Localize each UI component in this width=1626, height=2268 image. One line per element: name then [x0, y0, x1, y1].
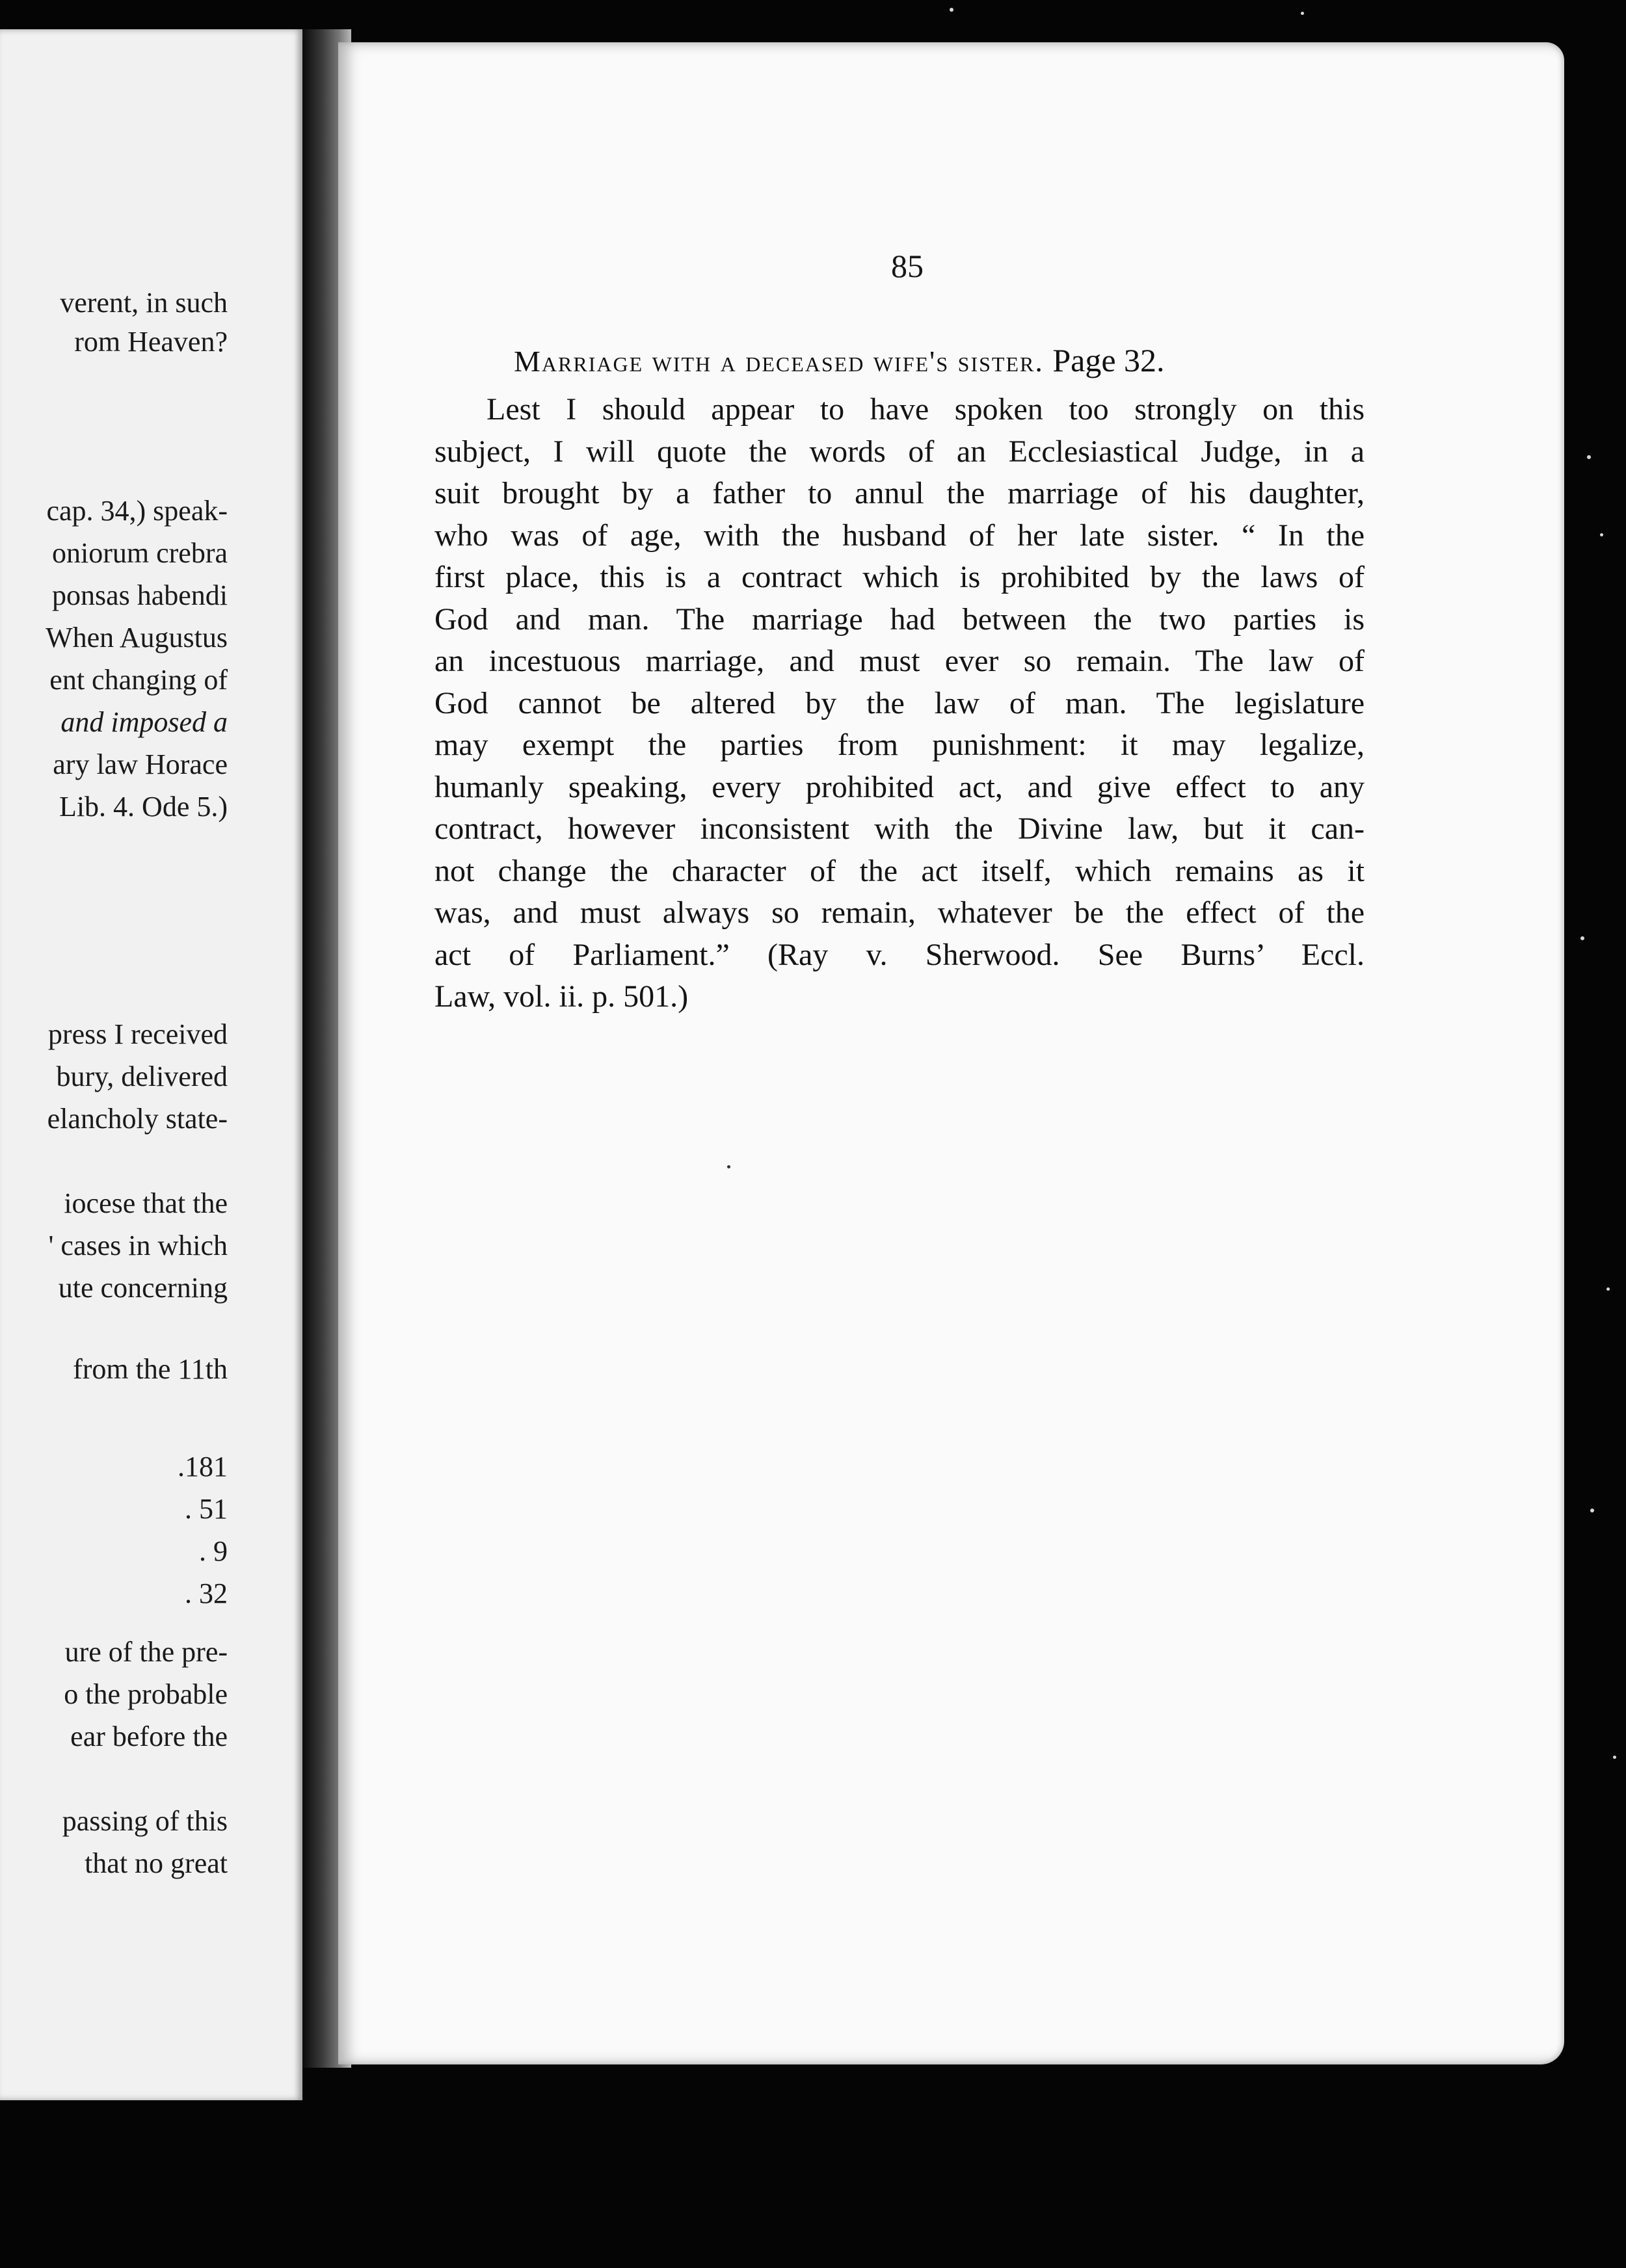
body-line: God cannot be altered by the law of man. The legislature	[434, 685, 1365, 720]
left-line: cap. 34,) speak-	[46, 495, 228, 527]
left-line: that no great	[85, 1847, 228, 1879]
left-line: Lib. 4. Ode 5.)	[59, 791, 228, 823]
body-line: God and man. The marriage had between the two parties is	[434, 601, 1365, 637]
left-line: ure of the pre-	[64, 1636, 228, 1668]
left-line: .181	[178, 1451, 228, 1483]
body-line: who was of age, with the husband of her late sister. “ In the	[434, 518, 1365, 553]
ink-speck	[727, 1165, 730, 1168]
body-line: act of Parliament.” (Ray v. Sherwood. See Burns’ Eccl.	[434, 937, 1365, 972]
scan-speck	[1613, 1756, 1616, 1759]
left-line: ponsas habendi	[51, 579, 228, 611]
left-line: o the probable	[64, 1678, 228, 1710]
body-line: Law, vol. ii. p. 501.)	[434, 979, 689, 1014]
body-line: subject, I will quote the words of an Ecclesiastical Judge, in a	[434, 434, 1365, 469]
left-line: bury, delivered	[56, 1061, 228, 1092]
left-line: press I received	[47, 1018, 228, 1050]
scan-speck	[1587, 455, 1591, 459]
section-heading	[514, 341, 1294, 379]
left-line: ear before the	[70, 1721, 228, 1752]
body-line: an incestuous marriage, and must ever so remain. The law of	[434, 644, 1365, 678]
body-line: not change the character of the act itself, which remains as it	[434, 853, 1365, 888]
left-line: from the 11th	[73, 1353, 228, 1385]
left-line: passing of this	[62, 1805, 228, 1837]
scan-speck	[1590, 1509, 1594, 1512]
body-line: was, and must always so remain, whatever be the effect of the	[434, 895, 1365, 930]
left-line: ary law Horace	[53, 748, 228, 780]
page-number: 85	[891, 248, 924, 284]
body-line: suit brought by a father to annul the marriage of his daughter,	[434, 476, 1365, 510]
left-line: elancholy state-	[47, 1103, 228, 1135]
body-line: may exempt the parties from punishment: it may legalize,	[434, 728, 1365, 762]
left-line: and imposed a	[60, 706, 228, 738]
left-line: rom Heaven?	[74, 326, 228, 358]
left-line: ' cases in which	[48, 1230, 228, 1261]
body-line: contract, however inconsistent with the Divine law, but it can-	[434, 811, 1365, 846]
left-line: . 32	[185, 1577, 228, 1609]
body-line: humanly speaking, every prohibited act, and give effect to any	[434, 769, 1365, 804]
left-line: iocese that the	[64, 1187, 228, 1219]
left-line: . 9	[199, 1535, 228, 1567]
heading-title: Marriage with a deceased wife's sister.	[514, 345, 1044, 378]
left-line: ute concerning	[58, 1272, 228, 1304]
left-line: When Augustus	[46, 622, 228, 653]
previous-page	[0, 29, 302, 2100]
scan-speck	[1580, 936, 1584, 940]
heading-page-reference: Page 32.	[1052, 342, 1165, 378]
left-line: oniorum crebra	[52, 537, 228, 569]
scan-speck	[1301, 12, 1304, 15]
left-line: verent, in such	[60, 287, 228, 319]
scan-speck	[1606, 1287, 1610, 1291]
body-paragraph	[434, 389, 1365, 1018]
body-line: Lest I should appear to have spoken too strongly on this	[486, 392, 1365, 427]
left-line: ent changing of	[49, 664, 228, 696]
scan-speck	[1600, 533, 1603, 536]
left-line: . 51	[185, 1493, 228, 1525]
scan-speck	[950, 8, 953, 12]
body-line: first place, this is a contract which is prohibited by the laws of	[434, 560, 1365, 594]
